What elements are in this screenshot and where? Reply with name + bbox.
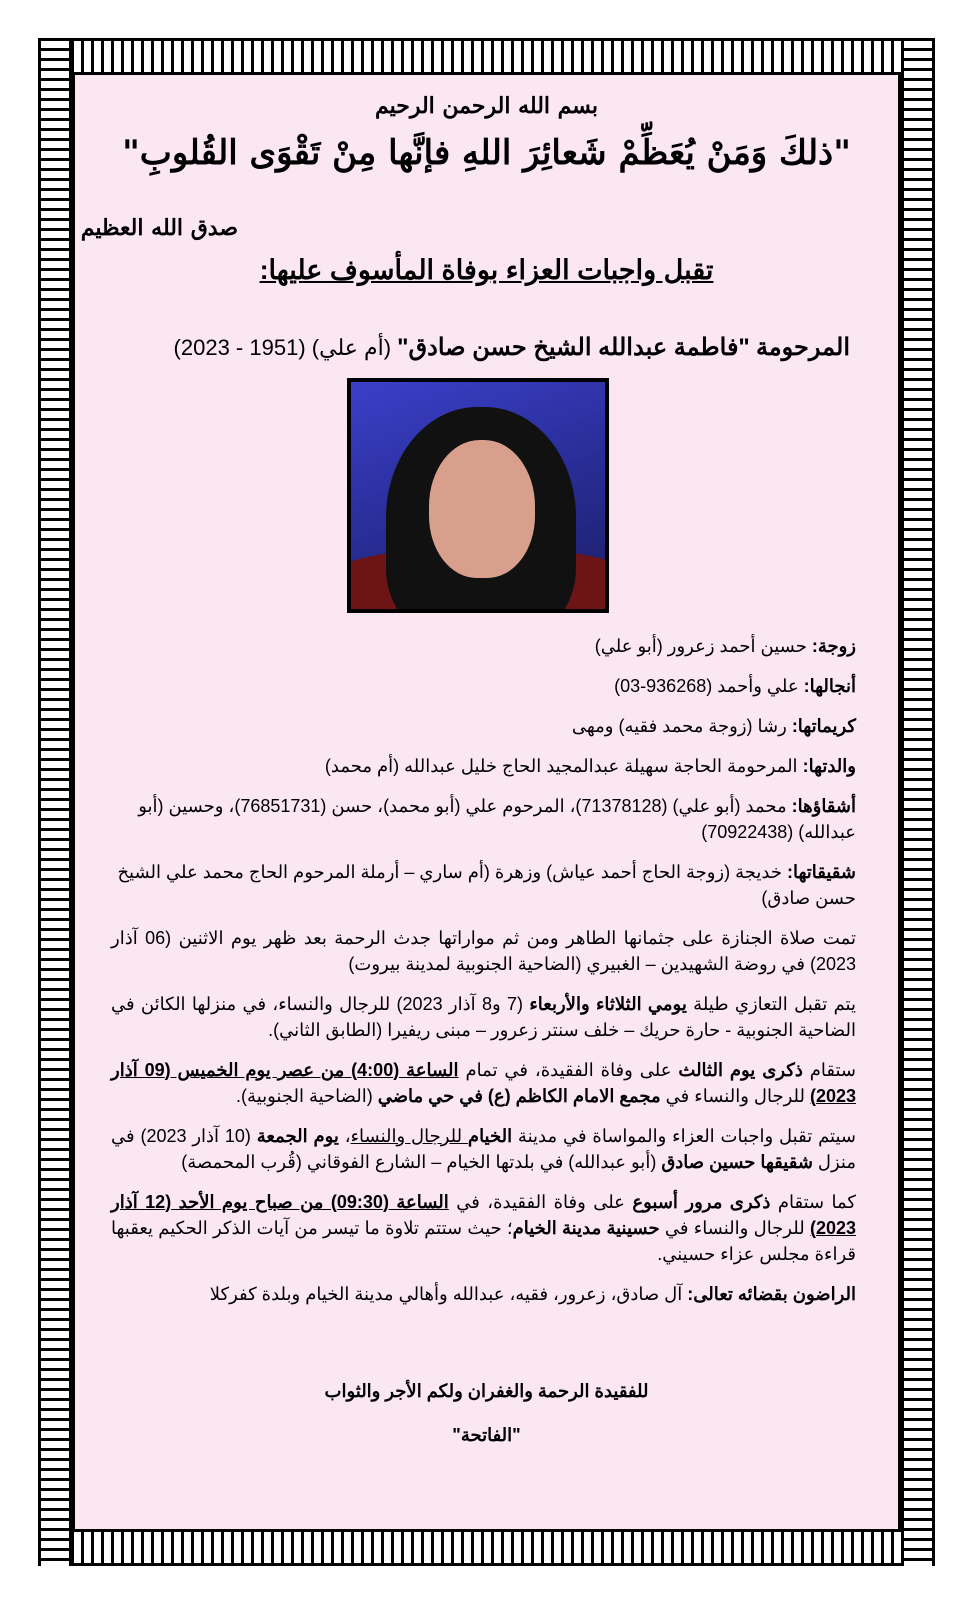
condolence-paragraph: يتم تقبل التعازي طيلة يومي الثلاثاء والأربعاء (7 و8 آذار 2023) للرجال والنساء، في منزلها الكائن في الضاحية الجنوبية - حارة حريك – خلف سنتر زعرور – مبنى ريفيرا (الطابق الثاني). [111, 994, 856, 1040]
deceased-prefix: المرحومة [755, 334, 850, 361]
obituary-details [111, 633, 856, 1321]
khiam-paragraph: سيتم تقبل واجبات العزاء والمواساة في مدينة الخيام للرجال والنساء، يوم الجمعة (10 آذار 2023) في منزل شقيقها حسين صادق (أبو عبدالله) في بلدتها الخيام – الشارع الفوقاني (قُرب المحمصة) [111, 1126, 856, 1172]
deceased-name: "فاطمة عبدالله الشيخ حسن صادق" [397, 334, 750, 361]
obituary-heading: تقبل واجبات العزاء بوفاة المأسوف عليها: [259, 255, 714, 285]
decorative-border-left [38, 38, 72, 1566]
sadaq-line: صدق الله العظيم [80, 215, 238, 241]
quran-verse: "ذلكَ وَمَنْ يُعَظِّمْ شَعائِرَ اللهِ فإنَّها مِنْ تَقْوَى القُلوبِ" [122, 133, 851, 173]
fatiha-line: "الفاتحة" [452, 1425, 521, 1445]
deceased-name-line [174, 333, 850, 362]
mourners-value: آل صادق، زعرور، فقيه، عبدالله وأهالي مدينة الخيام وبلدة كفركلا [209, 1284, 688, 1304]
closing-line: للفقيدة الرحمة والغفران ولكم الأجر والثواب [324, 1381, 649, 1401]
deceased-photo [347, 378, 609, 613]
basmala: بسم الله الرحمن الرحيم [374, 93, 599, 119]
daughters-label: كريماتها: [791, 716, 856, 736]
sisters-value: خديجة (زوجة الحاج أحمد عياش) وزهرة (أم ساري – أرملة المرحوم الحاج محمد علي الشيخ حسن صادق) [117, 862, 856, 908]
brothers-label: أشقاؤها: [791, 796, 856, 816]
mother-value: المرحومة الحاجة سهيلة عبدالمجيد الحاج خليل عبدالله (أم محمد) [324, 756, 798, 776]
sisters-row [111, 859, 856, 911]
sons-value: علي وأحمد (936268-03) [614, 676, 799, 696]
sons-row [111, 673, 856, 699]
brothers-row [111, 793, 856, 845]
daughters-row [111, 713, 856, 739]
daughters-value: رشا (زوجة محمد فقيه) ومهى [571, 716, 787, 736]
obituary-card [72, 72, 901, 1532]
sisters-label: شقيقاتها: [787, 862, 856, 882]
third-day-paragraph: ستقام ذكرى يوم الثالث على وفاة الفقيدة، في تمام الساعة (4:00) من عصر يوم الخميس (09 آذار 2023) للرجال والنساء في مجمع الامام الكاظم (ع) في حي ماضي (الضاحية الجنوبية). [111, 1060, 857, 1106]
sons-label: أنجالها: [803, 676, 856, 696]
mourners-paragraph [111, 1281, 856, 1307]
deceased-years: (1951 - 2023) [173, 335, 306, 360]
decorative-border-right [901, 38, 935, 1566]
mother-label: والدتها: [802, 756, 856, 776]
mourners-label: الراضون بقضائه تعالى: [687, 1284, 856, 1304]
brothers-value: محمد (أبو علي) (71378128)، المرحوم علي (أبو محمد)، حسن (76851731)، وحسين (أبو عبدالله) (70922438) [138, 796, 856, 842]
funeral-paragraph: تمت صلاة الجنازة على جثمانها الطاهر ومن ثم مواراتها جدث الرحمة بعد ظهر يوم الاثنين (06 آذار 2023) في روضة الشهيدين – الغبيري (الضاحية الجنوبية لمدينة بيروت) [111, 928, 856, 974]
husband-label: زوجة: [811, 636, 856, 656]
husband-value: حسين أحمد زعرور (أبو علي) [594, 636, 807, 656]
week-paragraph: كما ستقام ذكرى مرور أسبوع على وفاة الفقيدة، في الساعة (09:30) من صباح يوم الأحد (12 آذار 2023) للرجال والنساء في حسينية مدينة الخيام؛ حيث ستتم تلاوة ما تيسر من آيات الذكر الحكيم يعقبها قراءة مجلس عزاء حسيني. [111, 1192, 856, 1264]
husband-row [111, 633, 856, 659]
deceased-kunya: (أم علي) [311, 335, 392, 360]
mother-row [111, 753, 856, 779]
